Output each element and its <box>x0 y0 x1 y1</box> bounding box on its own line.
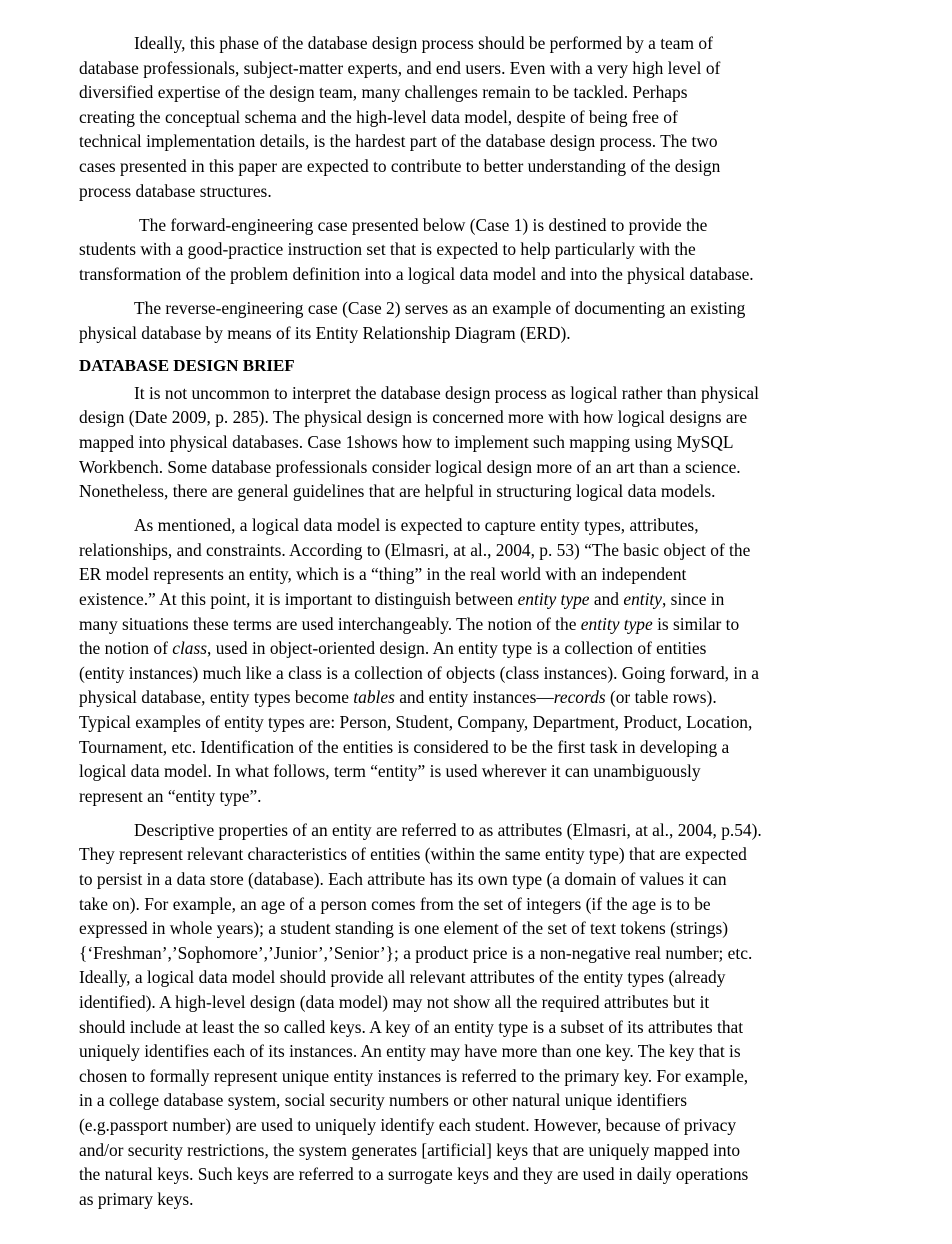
text-run: and <box>589 588 624 609</box>
paragraph-logical-design <box>79 381 819 504</box>
text-run: existence.” At this point, it is important to distinguish between <box>79 588 518 609</box>
text-line: (entity instances) much like a class is a collection of objects (class instances). Going forward, in a <box>79 662 759 683</box>
text-line: students with a good-practice instruction set that is expected to help particularly with the <box>79 239 696 260</box>
text-run: , since in <box>661 588 725 609</box>
text-line <box>79 612 819 637</box>
italic-term: tables <box>353 687 395 708</box>
text-line: relationships, and constraints. According to (Elmasri, at al., 2004, p. 53) “The basic object of the <box>79 539 751 560</box>
text-line: process database structures. <box>79 180 272 201</box>
text-line: in a college database system, social security numbers or other natural unique identifiers <box>79 1090 687 1111</box>
text-line: Ideally, this phase of the database design process should be performed by a team of <box>134 33 713 53</box>
text-line: diversified expertise of the design team, many challenges remain to be tackled. Perhaps <box>79 82 688 103</box>
text-line: As mentioned, a logical data model is expected to capture entity types, attributes, <box>134 515 699 536</box>
text-line: as primary keys. <box>79 1188 194 1209</box>
text-line: Descriptive properties of an entity are referred to as attributes (Elmasri, at al., 2004, p.54). <box>134 819 762 840</box>
text-line: Tournament, etc. Identification of the entities is considered to be the first task in developing a <box>79 736 730 757</box>
text-line: uniquely identifies each of its instances. An entity may have more than one key. The key that is <box>79 1041 741 1062</box>
paragraph-design-team <box>79 31 819 203</box>
text-run: (or table rows). <box>605 687 717 708</box>
text-line: expressed in whole years); a student standing is one element of the set of text tokens (strings) <box>79 918 729 939</box>
text-line: physical database by means of its Entity Relationship Diagram (ERD). <box>79 322 571 343</box>
paragraph-attributes-keys <box>79 818 819 1212</box>
text-line: technical implementation details, is the hardest part of the database design process. The two <box>79 131 718 152</box>
text-run: , used in object-oriented design. An entity type is a collection of entities <box>207 638 707 659</box>
section-heading: DATABASE DESIGN BRIEF <box>79 356 295 376</box>
text-line: The forward-engineering case presented below (Case 1) is destined to provide the <box>139 214 708 235</box>
italic-term: class <box>172 638 208 659</box>
text-line: represent an “entity type”. <box>79 785 262 806</box>
text-line: chosen to formally represent unique entity instances is referred to the primary key. For example, <box>79 1065 749 1086</box>
text-line: Ideally, a logical data model should provide all relevant attributes of the entity types (already <box>79 967 726 988</box>
text-line: transformation of the problem definition into a logical data model and into the physical database. <box>79 263 754 284</box>
text-line: The reverse-engineering case (Case 2) serves as an example of documenting an existing <box>134 297 746 318</box>
text-line: Workbench. Some database professionals consider logical design more of an art than a science. <box>79 456 741 477</box>
text-line: cases presented in this paper are expected to contribute to better understanding of the design <box>79 155 721 176</box>
text-line: logical data model. In what follows, term “entity” is used wherever it can unambiguously <box>79 761 701 782</box>
text-line <box>79 685 819 710</box>
text-line: database professionals, subject-matter experts, and end users. Even with a very high level of <box>79 57 721 78</box>
text-line: take on). For example, an age of a person comes from the set of integers (if the age is to be <box>79 893 711 914</box>
text-run: physical database, entity types become <box>79 687 354 708</box>
text-line: Nonetheless, there are general guidelines that are helpful in structuring logical data models. <box>79 481 716 502</box>
text-line: Typical examples of entity types are: Person, Student, Company, Department, Product, Location, <box>79 711 753 732</box>
text-line <box>79 587 819 612</box>
text-line: should include at least the so called keys. A key of an entity type is a subset of its attributes that <box>79 1016 744 1037</box>
text-line: and/or security restrictions, the system generates [artificial] keys that are uniquely mapped into <box>79 1139 741 1160</box>
text-run: and entity instances— <box>394 687 554 708</box>
text-line <box>79 636 819 661</box>
text-line: {‘Freshman’,’Sophomore’,’Junior’,’Senior’}; a product price is a non-negative real number; etc. <box>79 942 753 963</box>
text-line: identified). A high-level design (data model) may not show all the required attributes but it <box>79 991 710 1012</box>
text-line: It is not uncommon to interpret the database design process as logical rather than physical <box>134 382 759 403</box>
text-line: (e.g.passport number) are used to uniquely identify each student. However, because of privacy <box>79 1114 737 1135</box>
text-line: mapped into physical databases. Case 1shows how to implement such mapping using MySQL <box>79 431 734 452</box>
text-line: creating the conceptual schema and the high-level data model, despite of being free of <box>79 106 678 127</box>
text-run: many situations these terms are used interchangeably. The notion of the <box>79 613 581 634</box>
italic-term: entity type <box>517 588 590 609</box>
italic-term: entity <box>623 588 662 609</box>
text-line: ER model represents an entity, which is a “thing” in the real world with an independent <box>79 564 687 585</box>
text-run: the notion of <box>79 638 173 659</box>
paragraph-entity-types <box>79 513 819 808</box>
text-run: is similar to <box>652 613 740 634</box>
italic-term: entity type <box>580 613 653 634</box>
text-line: to persist in a data store (database). Each attribute has its own type (a domain of values it can <box>79 869 727 889</box>
text-line: They represent relevant characteristics of entities (within the same entity type) that are expected <box>79 844 747 865</box>
text-line: design (Date 2009, p. 285). The physical design is concerned more with how logical designs are <box>79 407 748 428</box>
text-line: the natural keys. Such keys are referred to a surrogate keys and they are used in daily operations <box>79 1164 749 1185</box>
paragraph-reverse-engineering <box>79 296 819 345</box>
italic-term: records <box>553 687 606 708</box>
document-page <box>79 31 819 1211</box>
paragraph-forward-engineering <box>79 213 819 287</box>
